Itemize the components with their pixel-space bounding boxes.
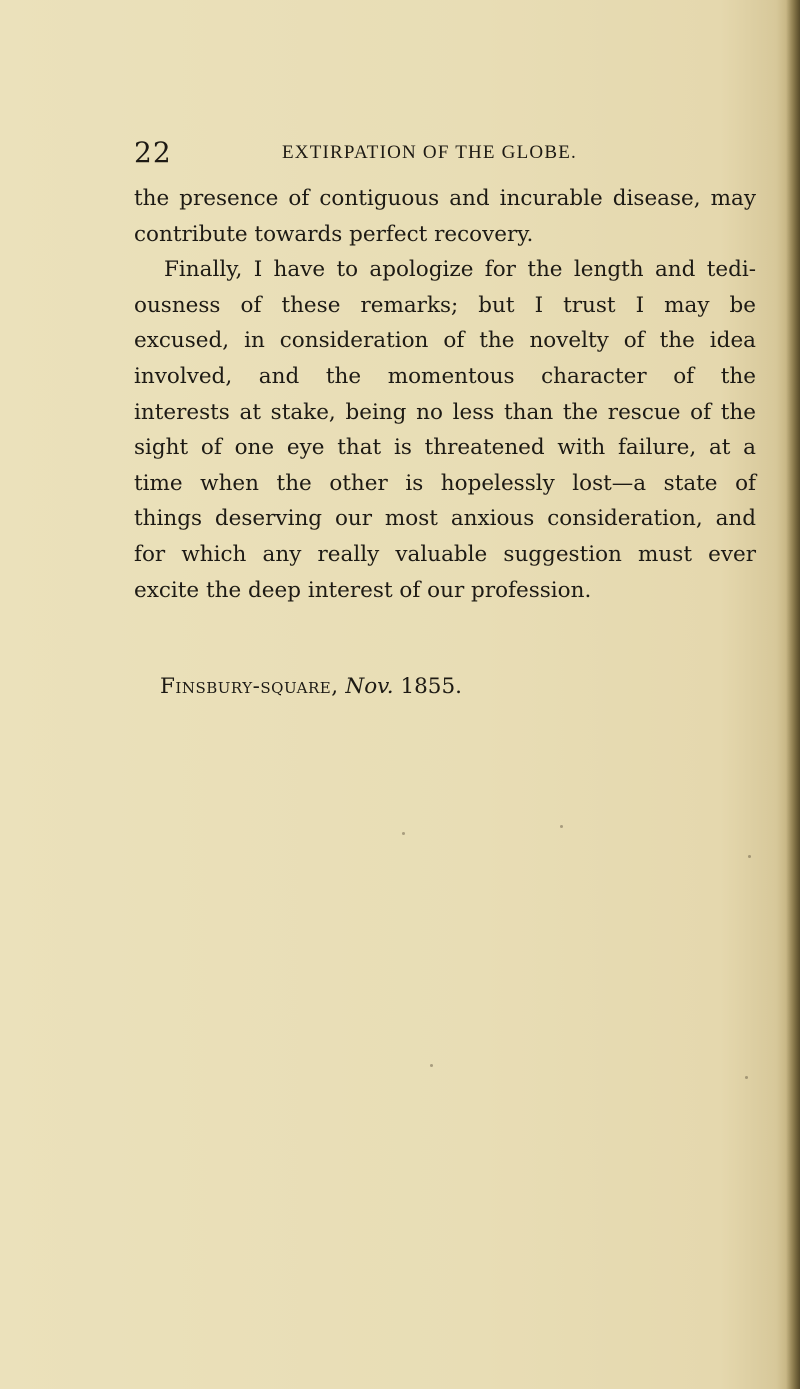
text-line: contribute towards perfect recovery. xyxy=(134,221,534,247)
paper-speck xyxy=(560,825,563,828)
text-line: sight of one eye that is threatened with failure, at a xyxy=(134,435,756,461)
text-line: for which any really valuable suggestion must ever xyxy=(134,541,756,567)
text-line: excite the deep interest of our profession. xyxy=(134,577,592,603)
paper-speck xyxy=(402,832,405,835)
text-line: the presence of contiguous and incurable disease, may xyxy=(134,186,756,211)
text-line: excused, in consideration of the novelty of the idea xyxy=(134,328,756,354)
text-line: time when the other is hopelessly lost—a state of xyxy=(134,470,756,496)
paper-speck xyxy=(748,855,751,858)
text-line: interests at stake, being no less than the rescue of the xyxy=(134,399,756,425)
paper-speck xyxy=(745,1076,748,1079)
text-line: involved, and the momentous character of the xyxy=(134,363,756,389)
text-line: Finally, I have to apologize for the length and tedi- xyxy=(164,257,756,283)
paper-speck xyxy=(430,1064,433,1067)
signature-month: Nov. xyxy=(345,674,394,699)
page-number: 22 xyxy=(134,136,172,169)
running-head xyxy=(134,133,774,173)
text-line: ousness of these remarks; but I trust I may be xyxy=(134,292,756,318)
signature-year: 1855. xyxy=(400,674,463,699)
running-head-title: EXTIRPATION OF THE GLOBE. xyxy=(282,142,577,163)
signature-place: Finsbury-square, xyxy=(160,674,339,699)
text-line: things deserving our most anxious consideration, and xyxy=(134,506,756,532)
signature-dateline xyxy=(160,669,462,705)
page-edge xyxy=(786,0,800,1389)
body-paragraphs xyxy=(134,181,756,608)
